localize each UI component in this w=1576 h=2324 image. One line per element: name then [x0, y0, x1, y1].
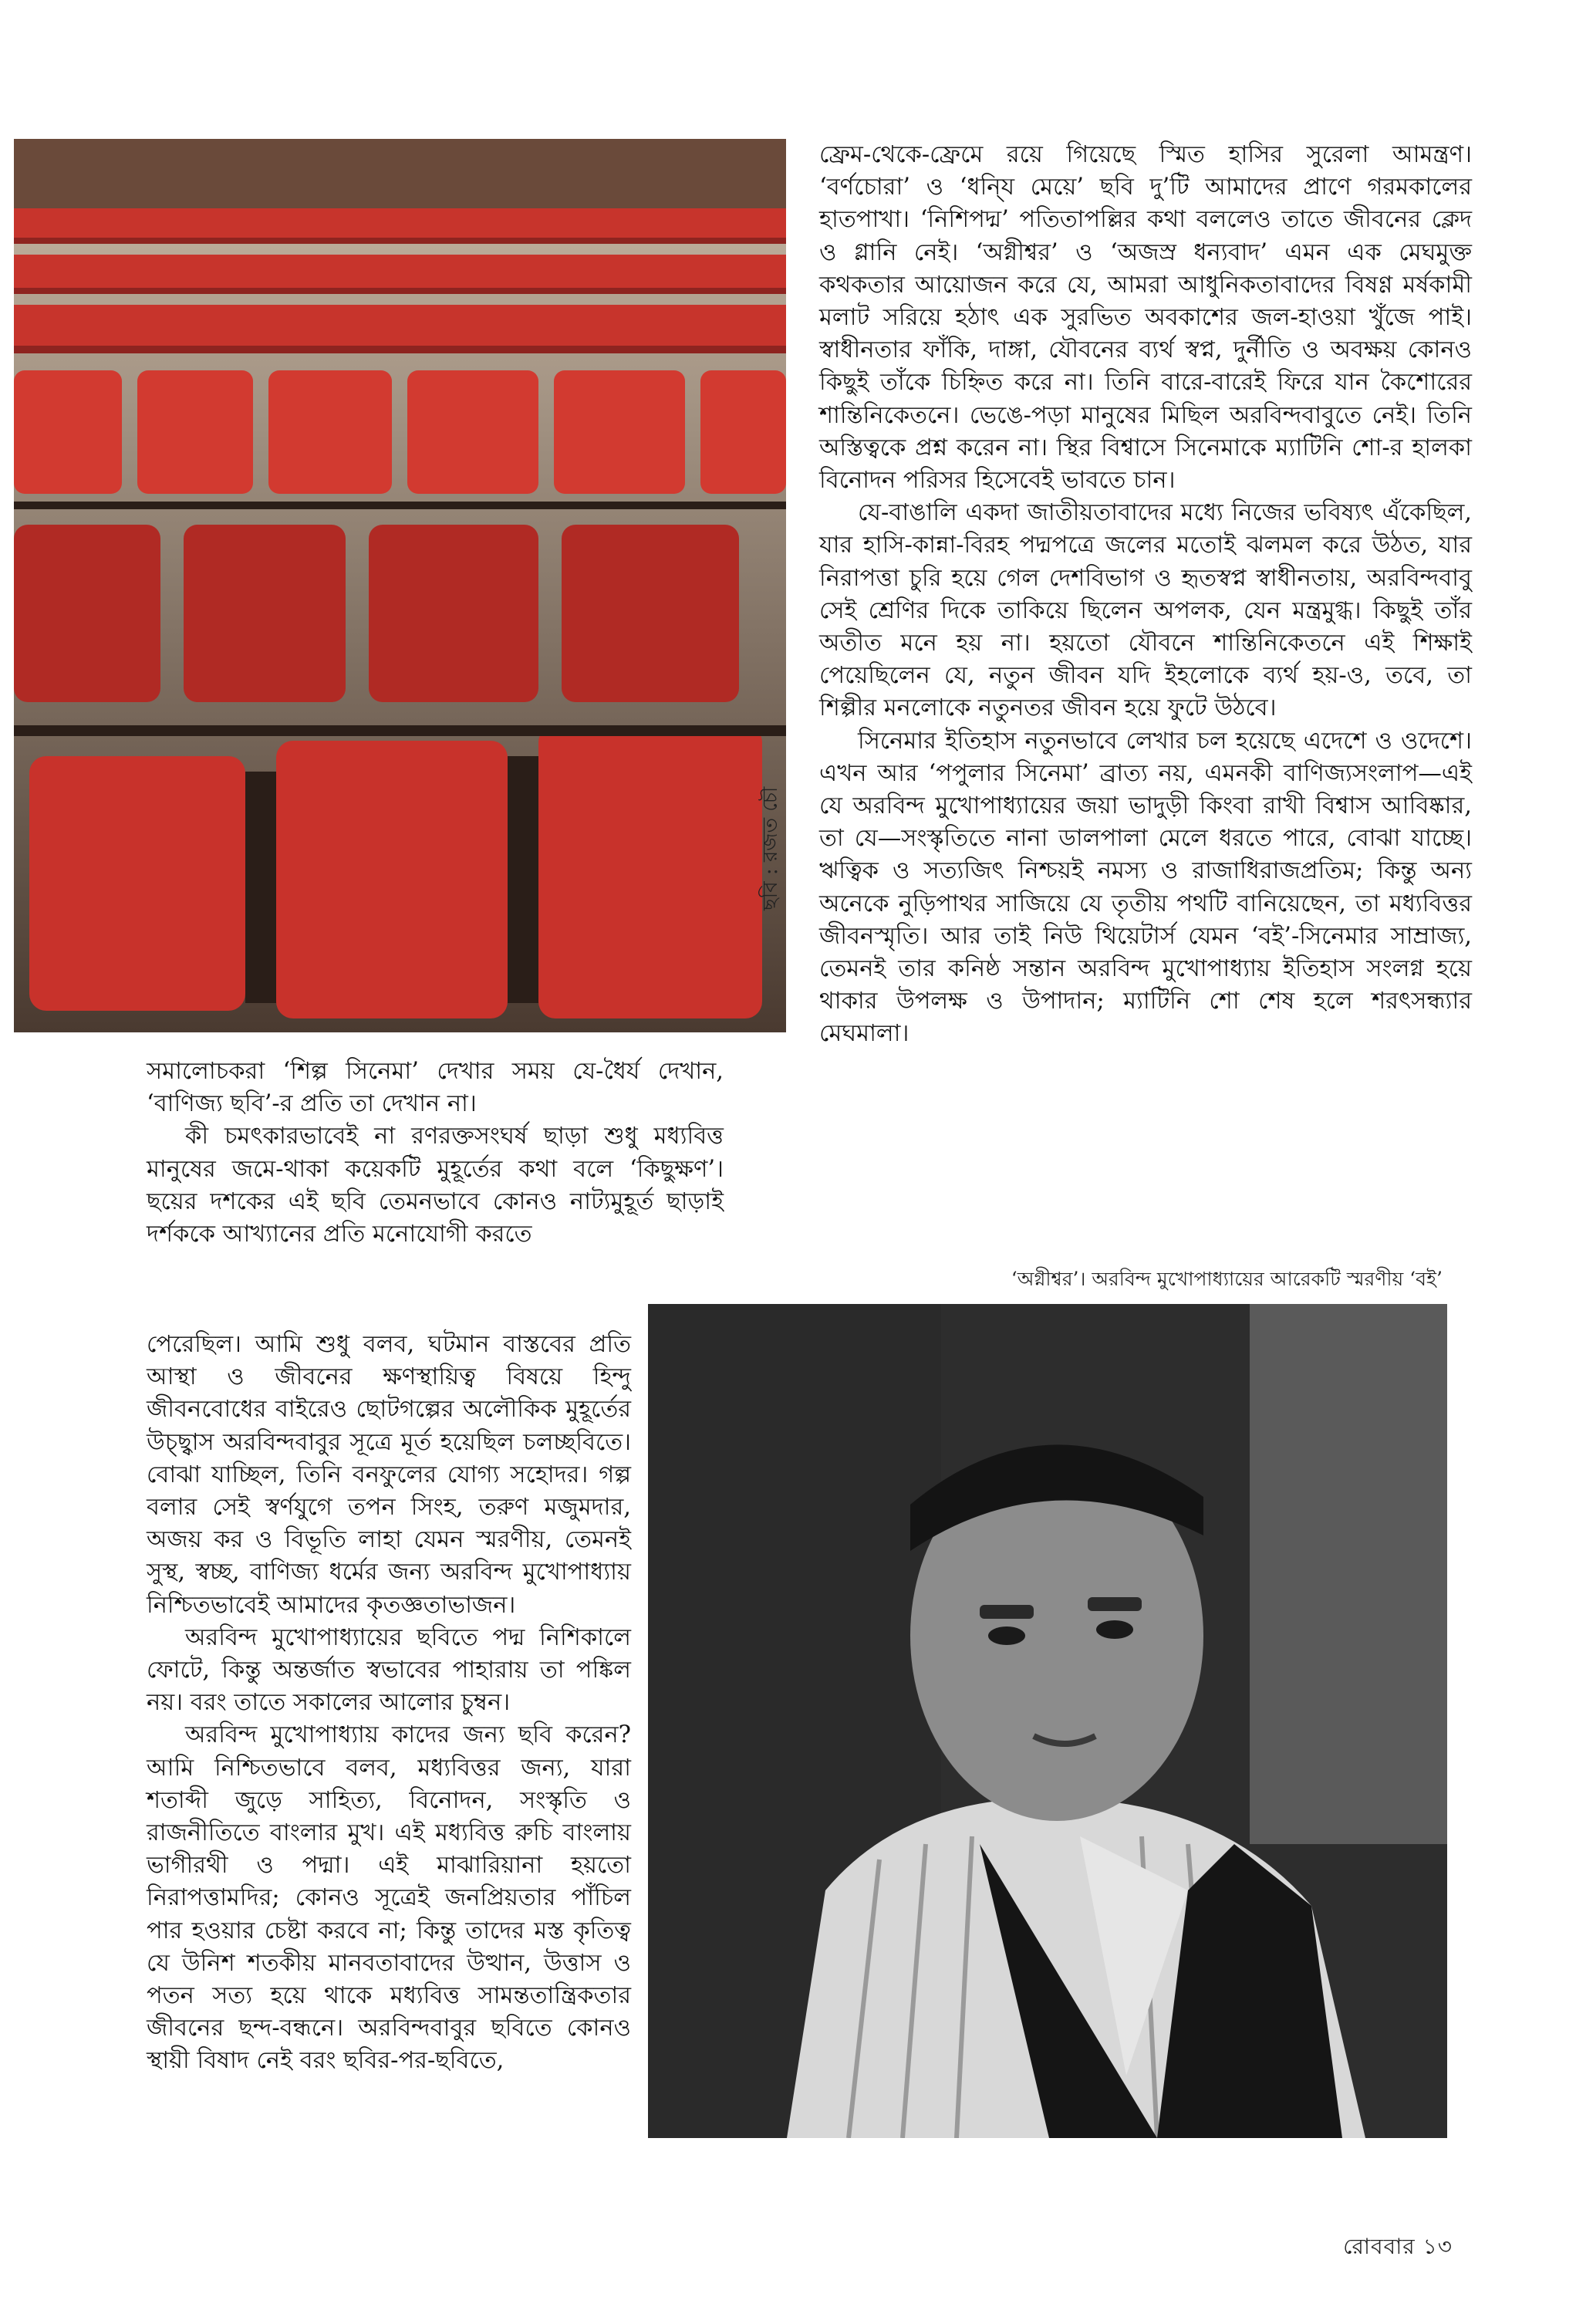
page-folio: রোববার ১৩ — [1343, 2234, 1453, 2259]
paragraph: অরবিন্দ মুখোপাধ্যায় কাদের জন্য ছবি করেন? আমি নিশ্চিতভাবে বলব, মধ্যবিত্তর জন্য, যারা শতাব্দী জুড়ে সাহিত্য, বিনোদন, সংস্কৃতি ও রাজনীতিতে বাংলার মুখ। এই মধ্যবিত্ত রুচি বাংলায় ভাগীরথী ও পদ্মা। এই মাঝারিয়ানা হয়তো নিরাপত্তামদির; কোনও সূত্রেই জনপ্রিয়তার পাঁচিল পার হওয়ার চেষ্টা করবে না; কিন্তু তাদের মস্ত কৃতিত্ব যে উনিশ শতকীয় মানবতাবাদের উত্থান, উত্তাস ও পতন সত্য হয়ে থাকে মধ্যবিত্ত সামন্ততান্ত্রিকতার জীবনের ছন্দ-বন্ধনে। অরবিন্দবাবুর ছবিতে কোনও স্থায়ী বিষাদ নেই বরং ছবির-পর-ছবিতে, — [147, 1721, 631, 2075]
article-column-left-bottom — [147, 1329, 631, 2078]
photo-caption: ‘অগ্নীশ্বর’। অরবিন্দ মুখোপাধ্যায়ের আরেকটি স্মরণীয় ‘বই’ — [1011, 1268, 1443, 1290]
portrait-illustration — [648, 1304, 1447, 2138]
paragraph: সিনেমার ইতিহাস নতুনভাবে লেখার চল হয়েছে এদেশে ও ওদেশে। এখন আর ‘পপুলার সিনেমা’ ব্রাত্য নয়, এমনকী বাণিজ্যসংলাপ—এই যে অরবিন্দ মুখোপাধ্যায়ের জয়া ভাদুড়ী কিংবা রাখী বিশ্বাস আবিষ্কার, তা যে—সংস্কৃতিতে নানা ডালপালা মেলে ধরতে পারে, বোঝা যাচ্ছে। ঋত্বিক ও সত্যজিৎ নিশ্চয়ই নমস্য ও রাজাধিরাজপ্রতিম; কিন্তু অন্য অনেকে নুড়িপাথর সাজিয়ে যে তৃতীয় পথটি বানিয়েছেন, তা মধ্যবিত্তর জীবনস্মৃতি। আর তাই নিউ থিয়েটার্স যেমন ‘বই’-সিনেমার সাম্রাজ্য, তেমনই তার কনিষ্ঠ সন্তান অরবিন্দ মুখোপাধ্যায় ইতিহাস সংলগ্ন হয়ে থাকার উপলক্ষ ও উপাদান; ম্যাটিনি শো শেষ হলে শরৎসন্ধ্যার মেঘমালা। — [819, 727, 1472, 1048]
paragraph: যে-বাঙালি একদা জাতীয়তাবাদের মধ্যে নিজের ভবিষ্যৎ এঁকেছিল, যার হাসি-কান্না-বিরহ পদ্মপত্রে জলের মতোই ঝলমল করে উঠত, যার নিরাপত্তা চুরি হয়ে গেল দেশবিভাগ ও হৃতস্বপ্ন স্বাধীনতায়, অরবিন্দবাবু সেই শ্রেণির দিকে তাকিয়ে ছিলেন অপলক, যেন মন্ত্রমুগ্ধ। কিছুই তাঁর অতীত মনে হয় না। হয়তো যৌবনে শান্তিনিকেতনে এই শিক্ষাই পেয়েছিলেন যে, নতুন জীবন যদি ইহলোকে ব্যর্থ হয়-ও, তবে, তা শিল্পীর মনলোকে নতুনতর জীবন হয়ে ফুটে উঠবে। — [819, 499, 1472, 722]
paragraph: অরবিন্দ মুখোপাধ্যায়ের ছবিতে পদ্ম নিশিকালে ফোটে, কিন্তু অন্তর্জাত স্বভাবের পাহারায় তা পঙ্কিল নয়। বরং তাতে সকালের আলোর চুম্বন। — [147, 1623, 631, 1717]
paragraph: কী চমৎকারভাবেই না রণরক্তসংঘর্ষ ছাড়া শুধু মধ্যবিত্ত মানুষের জমে-থাকা কয়েকটি মুহূর্তের কথা বলে ‘কিছুক্ষণ’। ছয়ের দশকের এই ছবি তেমনভাবে কোনও নাট্যমুহূর্ত ছাড়াই দর্শককে আখ্যানের প্রতি মনোযোগী করতে — [147, 1123, 724, 1248]
film-still-photo — [648, 1304, 1447, 2138]
article-column-left-top — [147, 1056, 724, 1251]
paragraph: ফ্রেম-থেকে-ফ্রেমে রয়ে গিয়েছে স্মিত হাসির সুরেলা আমন্ত্রণ। ‘বর্ণচোরা’ ও ‘ধনি্য মেয়ে’ ছবি দু’টি আমাদের প্রাণে গরমকালের হাতপাখা। ‘নিশিপদ্ম’ পতিতাপল্লির কথা বললেও তাতে জীবনের ক্লেদ ও গ্লানি নেই। ‘অগ্নীশ্বর’ ও ‘অজস্র ধন্যবাদ’ এমন এক মেঘমুক্ত কথকতার আয়োজন করে যে, আমরা আধুনিকতাবাদের বিষণ্ণ মর্ষকামী মলাট সরিয়ে হঠাৎ এক সুরভিত অবকাশের জল-হাওয়া খুঁজে পাই। স্বাধীনতার ফাঁকি, দাঙ্গা, যৌবনের ব্যর্থ স্বপ্ন, দুর্নীতি ও অবক্ষয় কোনও কিছুই তাঁকে চিহ্নিত করে না। তিনি বারে-বারেই ফিরে যান কৈশোরের শান্তিনিকেতনে। ভেঙে-পড়া মানুষের মিছিল অরবিন্দবাবুতে নেই। তিনি অস্তিত্বকে প্রশ্ন করেন না। স্থির বিশ্বাসে সিনেমাকে ম্যাটিনি শো-র হালকা বিনোদন পরিসর হিসেবেই ভাবতে চান। — [819, 141, 1472, 495]
cinema-seats-photo — [14, 139, 786, 1032]
cinema-seats-illustration — [14, 139, 786, 1032]
paragraph: পেরেছিল। আমি শুধু বলব, ঘটমান বাস্তবের প্রতি আস্থা ও জীবনের ক্ষণস্থায়িত্ব বিষয়ে হিন্দু জীবনবোধের বাইরেও ছোটগল্পের অলৌকিক মুহূর্তের উচ্ছ্বাস অরবিন্দবাবুর সূত্রে মূর্ত হয়েছিল চলচ্ছবিতে। বোঝা যাচ্ছিল, তিনি বনফুলের যোগ্য সহোদর। গল্প বলার সেই স্বর্ণযুগে তপন সিংহ, তরুণ মজুমদার, অজয় কর ও বিভূতি লাহা যেমন স্মরণীয়, তেমনই সুস্থ, স্বচ্ছ, বাণিজ্য ধর্মের জন্য অরবিন্দ মুখোপাধ্যায় নিশ্চিতভাবেই আমাদের কৃতজ্ঞতাভাজন। — [147, 1331, 631, 1619]
article-column-right — [819, 139, 1472, 1051]
paragraph: সমালোচকরা ‘শিল্প সিনেমা’ দেখার সময় যে-ধৈর্য দেখান, ‘বাণিজ্য ছবি’-র প্রতি তা দেখান না। — [147, 1058, 724, 1118]
photo-credit: ছবি : রজত চৌ — [759, 786, 782, 910]
